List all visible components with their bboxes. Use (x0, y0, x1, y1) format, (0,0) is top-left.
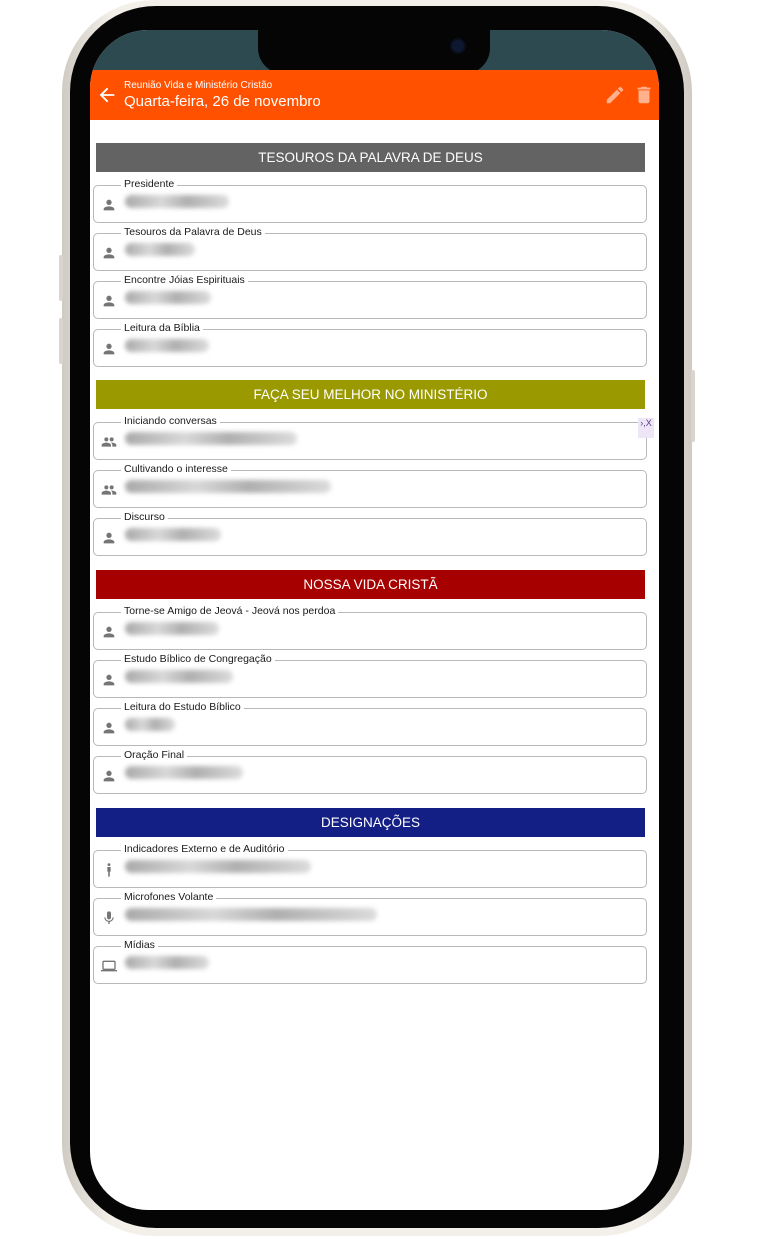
person-icon (101, 341, 117, 357)
phone-screen (90, 30, 659, 1210)
redacted-name (125, 195, 229, 208)
field-label: Iniciando conversas (121, 414, 220, 428)
assignment-field[interactable] (93, 843, 647, 888)
microphone-icon (101, 910, 117, 926)
field-label: Leitura da Bíblia (121, 321, 203, 335)
redacted-name (125, 622, 219, 635)
redacted-name (125, 528, 221, 541)
field-label: Encontre Jóias Espirituais (121, 273, 248, 287)
redacted-name (125, 956, 209, 969)
ad-choices-icon[interactable]: ›,X (638, 418, 654, 438)
edit-icon[interactable] (604, 84, 626, 106)
person-icon (101, 624, 117, 640)
standing-person-icon (101, 862, 117, 878)
redacted-name (125, 480, 331, 493)
redacted-name (125, 766, 243, 779)
assignment-field[interactable] (93, 274, 647, 319)
section-vida-crista-header: NOSSA VIDA CRISTÃ (96, 570, 645, 599)
notch (258, 30, 490, 74)
camera-icon (452, 40, 464, 52)
assignment-field[interactable] (93, 178, 647, 223)
app-subtitle: Reunião Vida e Ministério Cristão (124, 80, 273, 91)
section-tesouros-header: TESOUROS DA PALAVRA DE DEUS (96, 143, 645, 172)
person-icon (101, 293, 117, 309)
field-label: Torne-se Amigo de Jeová - Jeová nos perdoa (121, 604, 338, 618)
person-icon (101, 768, 117, 784)
laptop-icon (101, 958, 117, 974)
assignment-field[interactable] (93, 749, 647, 794)
volume-up-button (59, 255, 63, 301)
field-label: Cultivando o interesse (121, 462, 231, 476)
assignment-field[interactable] (93, 939, 647, 984)
assignment-field[interactable] (93, 226, 647, 271)
app-bar (90, 70, 659, 120)
back-arrow-icon[interactable] (96, 84, 118, 106)
meeting-content (90, 120, 659, 1210)
field-label: Indicadores Externo e de Auditório (121, 842, 288, 856)
field-label: Presidente (121, 177, 177, 191)
redacted-name (125, 339, 209, 352)
people-icon (101, 482, 117, 498)
assignment-field[interactable] (93, 511, 647, 556)
assignment-field[interactable] (93, 701, 647, 746)
redacted-name (125, 243, 195, 256)
assignment-field[interactable] (93, 605, 647, 650)
redacted-name (125, 908, 377, 921)
people-icon (101, 434, 117, 450)
person-icon (101, 530, 117, 546)
assignment-field[interactable] (93, 653, 647, 698)
assignment-field[interactable] (93, 891, 647, 936)
field-label: Leitura do Estudo Bíblico (121, 700, 244, 714)
redacted-name (125, 432, 297, 445)
field-label: Tesouros da Palavra de Deus (121, 225, 265, 239)
field-label: Mídias (121, 938, 158, 952)
redacted-name (125, 291, 211, 304)
person-icon (101, 197, 117, 213)
section-designacoes-header: DESIGNAÇÕES (96, 808, 645, 837)
person-icon (101, 245, 117, 261)
page-title: Quarta-feira, 26 de novembro (124, 93, 321, 110)
field-label: Oração Final (121, 748, 187, 762)
delete-icon[interactable] (633, 84, 655, 106)
redacted-name (125, 860, 311, 873)
person-icon (101, 720, 117, 736)
field-label: Discurso (121, 510, 168, 524)
assignment-field[interactable] (93, 322, 647, 367)
person-icon (101, 672, 117, 688)
redacted-name (125, 670, 233, 683)
redacted-name (125, 718, 175, 731)
field-label: Estudo Bíblico de Congregação (121, 652, 275, 666)
volume-down-button (59, 318, 63, 364)
assignment-field[interactable] (93, 463, 647, 508)
power-button (691, 370, 695, 442)
assignment-field[interactable] (93, 415, 647, 460)
section-ministerio-header: FAÇA SEU MELHOR NO MINISTÉRIO (96, 380, 645, 409)
field-label: Microfones Volante (121, 890, 216, 904)
